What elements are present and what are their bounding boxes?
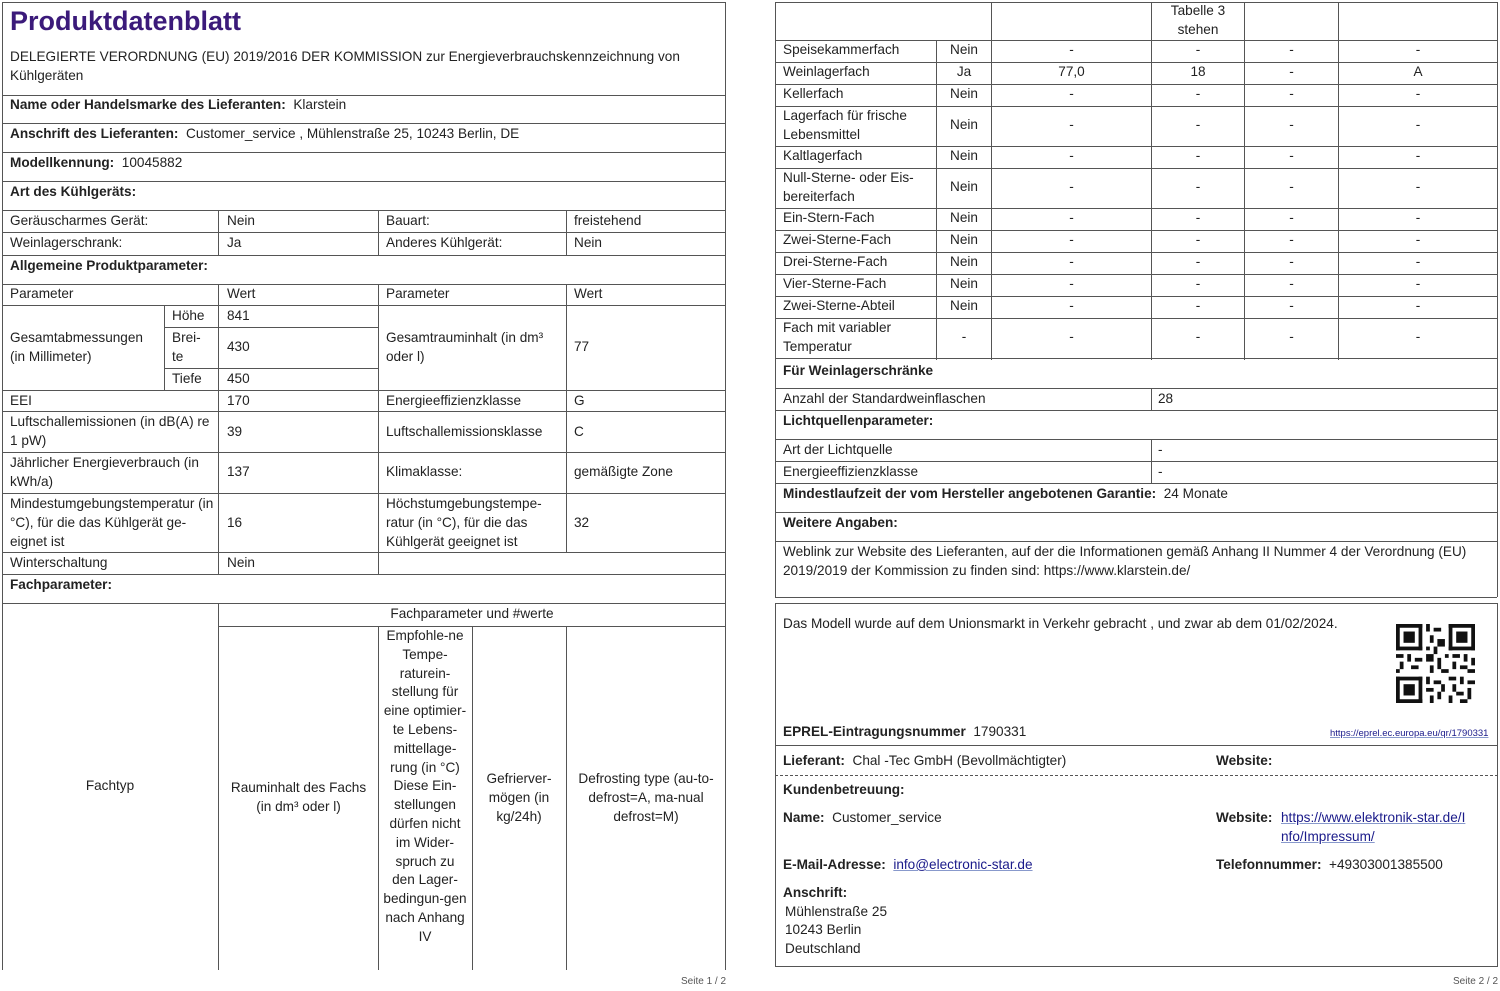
type-label: Geräuscharmes Gerät: [10, 213, 149, 228]
dim-label: Tiefe [172, 371, 202, 386]
type-label: Anderes Kühlgerät: [386, 235, 503, 250]
compartment-vol: - [1069, 329, 1074, 344]
dim-value: 450 [227, 371, 250, 386]
compartment-name: Zwei-Sterne-Abteil [783, 298, 895, 313]
param-value: gemäßigte Zone [574, 464, 673, 479]
compartment-defrost: - [1415, 179, 1421, 194]
light-label: Energieeffizienzklasse [783, 464, 919, 479]
border [725, 2, 726, 970]
compartment-temp: - [1195, 210, 1201, 225]
compartment-freeze: - [1289, 42, 1294, 57]
dims-label: Gesamtabmessungen (in Millimeter) [10, 330, 143, 364]
website2-label: Website: [1216, 810, 1273, 825]
compartment-temp: - [1195, 329, 1201, 344]
bottles-label: Anzahl der Standardweinflaschen [783, 391, 986, 406]
col-header: Wert [574, 286, 603, 301]
compartment-vol: - [1069, 86, 1074, 101]
light-heading: Lichtquellenparameter: [783, 413, 934, 428]
email-link[interactable]: info@electronic-star.de [893, 857, 1033, 872]
support-name-row: Name: Customer_service [783, 810, 942, 825]
compartment-freeze: - [1289, 276, 1294, 291]
bottles-value: 28 [1158, 391, 1174, 406]
compartment-name: Lagerfach für frische Lebensmittel [783, 108, 907, 142]
compartment-temp: 18 [1190, 64, 1206, 79]
compartment-has: - [961, 329, 967, 344]
compartment-defrost: - [1415, 210, 1421, 225]
fach-col-volume: Rauminhalt des Fachs (in dm³ oder l) [230, 780, 367, 814]
compartment-vol: 77,0 [1058, 64, 1085, 79]
compartment-vol: - [1069, 276, 1074, 291]
wine-heading: Für Weinlagerschränke [783, 363, 934, 378]
compartment-vol: - [1069, 148, 1074, 163]
compartment-temp: - [1195, 117, 1201, 132]
param-label: Klimaklasse: [386, 464, 463, 479]
compartment-has: Nein [950, 86, 978, 101]
supplier-row: Lieferant: Chal -Tec GmbH (Bevollmächtigter) [783, 753, 1067, 768]
col-header: Wert [227, 286, 256, 301]
param-label: Mindestumgebungstemperatur (in °C), für die das Kühlgerät ge-eignet ist [10, 496, 214, 549]
phone-row: Telefonnummer: +49303001385500 [1216, 857, 1443, 872]
compartment-freeze: - [1289, 210, 1294, 225]
compartment-has: Nein [950, 210, 978, 225]
qr-code-icon [1396, 624, 1475, 703]
dim-value: 430 [227, 339, 250, 354]
compartment-name: Null-Sterne- oder Eis-bereiterfach [783, 170, 914, 204]
dim-label: Brei- te [172, 330, 201, 364]
compartment-name: Vier-Sterne-Fach [783, 276, 887, 291]
compartment-has: Nein [950, 179, 978, 194]
compartment-temp: - [1195, 232, 1201, 247]
compartment-temp: - [1195, 179, 1201, 194]
compartment-defrost: A [1413, 64, 1423, 79]
website2-link[interactable]: https://www.elektronik-star.de/I nfo/Impressum/ [1281, 810, 1466, 844]
compartment-name: Speisekammerfach [783, 42, 900, 57]
weblink-text: Weblink zur Website des Lieferanten, auf der die Informationen gemäß Anhang II Nummer 4 der Verordnung (EU) 2019/2019 der Kommission zu finden sind: https://www.klarstein.de/ [783, 544, 1467, 578]
border [2, 2, 3, 970]
support-heading: Kundenbetreuung: [783, 782, 905, 797]
compartment-name: Ein-Stern-Fach [783, 210, 875, 225]
compartment-has: Nein [950, 276, 978, 291]
supplier-name-row: Name oder Handelsmarke des Lieferanten: Klarstein [10, 97, 347, 112]
compartment-vol: - [1069, 117, 1074, 132]
compartment-vol: - [1069, 179, 1074, 194]
market-text: Das Modell wurde auf dem Unionsmarkt in Verkehr gebracht , und zwar ab dem 01/02/2024. [783, 616, 1338, 631]
compartment-freeze: - [1289, 64, 1294, 79]
volume-value: 77 [574, 339, 590, 354]
fach-heading: Fachparameter: [10, 577, 112, 592]
compartment-has: Nein [950, 117, 978, 132]
type-label: Bauart: [386, 213, 430, 228]
further-heading: Weitere Angaben: [783, 515, 898, 530]
param-value: 16 [227, 515, 243, 530]
type-heading: Art des Kühlgeräts: [10, 184, 137, 199]
fach-col-freeze: Gefrierver-mögen (in kg/24h) [486, 771, 552, 824]
fach-group-header: Fachparameter und #werte [390, 606, 554, 621]
compartment-defrost: - [1415, 117, 1421, 132]
param-value: 32 [574, 515, 590, 530]
compartment-temp: - [1195, 254, 1201, 269]
type-value: Nein [227, 213, 255, 228]
compartment-freeze: - [1289, 329, 1294, 344]
addr-label: Anschrift: [783, 885, 848, 900]
website-label: Website: [1216, 753, 1273, 768]
compartment-name: Kellerfach [783, 86, 844, 101]
page-number: Seite 2 / 2 [1453, 976, 1499, 987]
model-row: Modellkennung: 10045882 [10, 155, 183, 170]
param-value: G [574, 393, 585, 408]
fach-col-defrost: Defrosting type (au-to-defrost=A, ma-nual defrost=M) [578, 771, 714, 824]
regulation-text: DELEGIERTE VERORDNUNG (EU) 2019/2016 DER KOMMISSION zur Energieverbrauchskennzeichnung von Kühlgeräten [10, 49, 680, 83]
compartment-freeze: - [1289, 148, 1294, 163]
compartment-defrost: - [1415, 148, 1421, 163]
compartment-vol: - [1069, 232, 1074, 247]
compartment-temp: - [1195, 86, 1201, 101]
fach-col-type: Fachtyp [85, 778, 135, 793]
type-value: Nein [574, 235, 602, 250]
param-label: Höchstumgebungstempe-ratur (in °C), für die das Kühlgerät geeignet ist [386, 496, 542, 549]
row-divider [775, 358, 1497, 359]
param-value: 39 [227, 424, 243, 439]
compartment-has: Nein [950, 148, 978, 163]
addr-line: Mühlenstraße 25 [785, 904, 888, 919]
volume-label: Gesamtrauminhalt (in dm³ oder l) [386, 330, 544, 364]
compartment-has: Nein [950, 42, 978, 57]
param-label: Luftschallemissionen (in dB(A) re 1 pW) [10, 414, 210, 448]
warranty-row: Mindestlaufzeit der vom Hersteller angebotenen Garantie: 24 Monate [783, 486, 1228, 501]
light-value: - [1158, 464, 1163, 479]
compartment-name: Kaltlagerfach [783, 148, 863, 163]
type-label: Weinlagerschrank: [10, 235, 123, 250]
col-header: Parameter [386, 286, 450, 301]
compartment-name: Zwei-Sterne-Fach [783, 232, 892, 247]
param-label: Jährlicher Energieverbrauch (in kWh/a) [10, 455, 199, 489]
fach-col-temp: Empfohle-ne Tempe-raturein-stellung für eine optimier-te Lebens-mittellage-rung (in °C) Diese Ein-stellungen dürfen nicht im Wider-spruch zu den Lager-bedingun-gen nach Anhang IV [383, 628, 467, 944]
compartment-has: Nein [950, 254, 978, 269]
compartment-vol: - [1069, 42, 1074, 57]
param-value: C [574, 424, 584, 439]
param-label: Luftschallemissionsklasse [386, 424, 543, 439]
dim-label: Höhe [172, 308, 205, 323]
compartment-freeze: - [1289, 86, 1294, 101]
address-row: Anschrift des Lieferanten: Customer_service , Mühlenstraße 25, 10243 Berlin, DE [10, 126, 520, 141]
email-row: E-Mail-Adresse: info@electronic-star.de [783, 857, 1033, 872]
compartment-temp: - [1195, 42, 1201, 57]
compartment-has: Nein [950, 232, 978, 247]
compartment-name: Weinlagerfach [783, 64, 870, 79]
page-title: Produktdatenblatt [10, 6, 242, 36]
winter-value: Nein [227, 555, 255, 570]
compartment-has: Ja [956, 64, 972, 79]
border [2, 2, 725, 3]
compartment-temp: - [1195, 276, 1201, 291]
table-header: Tabelle 3 stehen [1170, 3, 1226, 37]
compartment-defrost: - [1415, 86, 1421, 101]
addr-line: 10243 Berlin [785, 922, 862, 937]
param-value: 137 [227, 464, 250, 479]
compartment-temp: - [1195, 298, 1201, 313]
compartment-defrost: - [1415, 42, 1421, 57]
light-label: Art der Lichtquelle [783, 442, 893, 457]
param-label: EEI [10, 393, 32, 408]
compartment-defrost: - [1415, 254, 1421, 269]
col-header: Parameter [10, 286, 74, 301]
winter-label: Winterschaltung [10, 555, 108, 570]
dim-value: 841 [227, 308, 250, 323]
addr-line: Deutschland [785, 941, 861, 956]
eprel-row: EPREL-Eintragungsnummer 1790331 [783, 724, 1027, 739]
page-number: Seite 1 / 2 [681, 976, 727, 987]
type-value: freistehend [574, 213, 642, 228]
compartment-name: Fach mit variabler Temperatur [783, 320, 892, 354]
compartment-freeze: - [1289, 179, 1294, 194]
compartment-vol: - [1069, 298, 1074, 313]
compartment-temp: - [1195, 148, 1201, 163]
compartment-defrost: - [1415, 298, 1421, 313]
eprel-link[interactable]: https://eprel.ec.europa.eu/qr/1790331 [1330, 728, 1489, 739]
param-label: Energieeffizienzklasse [386, 393, 522, 408]
compartment-defrost: - [1415, 232, 1421, 247]
compartment-vol: - [1069, 210, 1074, 225]
compartment-freeze: - [1289, 117, 1294, 132]
compartment-defrost: - [1415, 276, 1421, 291]
compartment-has: Nein [950, 298, 978, 313]
general-heading: Allgemeine Produktparameter: [10, 258, 208, 273]
param-value: 170 [227, 393, 250, 408]
compartment-name: Drei-Sterne-Fach [783, 254, 888, 269]
compartment-defrost: - [1415, 329, 1421, 344]
light-value: - [1158, 442, 1163, 457]
compartment-freeze: - [1289, 254, 1294, 269]
type-value: Ja [227, 235, 242, 250]
compartment-freeze: - [1289, 298, 1294, 313]
compartment-freeze: - [1289, 232, 1294, 247]
compartment-vol: - [1069, 254, 1074, 269]
